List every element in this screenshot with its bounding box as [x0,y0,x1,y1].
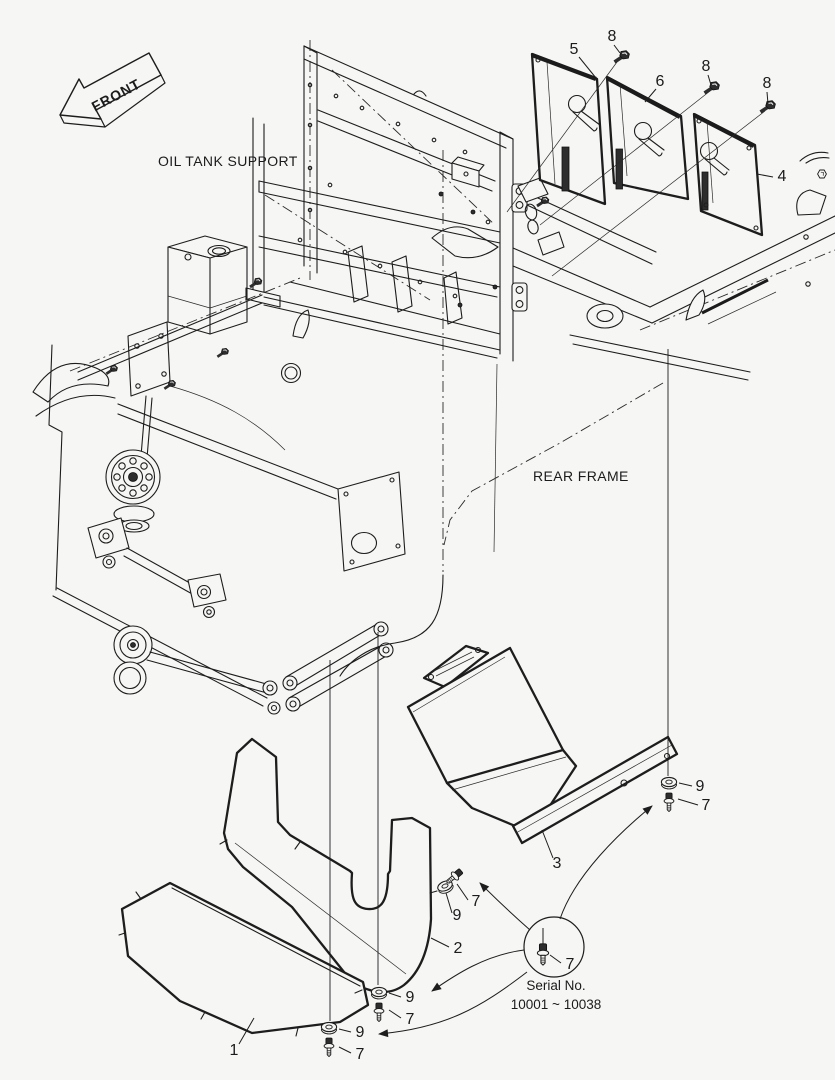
callout-1: 1 [229,1042,239,1059]
small-bolt-icon [250,278,262,287]
bolt-7-icon [664,793,674,812]
tick-arrow-icon [800,152,829,163]
bolt-8-icon [615,51,630,62]
serial-note-line1: Serial No. [526,978,586,993]
callout-9: 9 [695,778,705,795]
front-label: FRONT [88,75,144,115]
front-direction-arrow [60,53,165,127]
bolt-8-icon [705,82,720,93]
washer-9-icon [661,777,676,789]
washer-9-icon [371,987,386,999]
callout-6: 6 [655,73,665,90]
serial-note-line2: 10001 ~ 10038 [510,997,602,1012]
callout-7-detail: 7 [565,956,575,973]
callout-7: 7 [701,797,711,814]
callout-7: 7 [471,893,481,910]
serial-detail-circle [511,917,601,1012]
mount-plate-5 [532,54,605,204]
rivet-dots [298,94,497,307]
callout-8: 8 [762,75,772,92]
washer-9-icon [321,1022,336,1034]
cover-plate-3 [408,646,677,843]
callout-5: 5 [569,41,579,58]
oil-tank-support-label: OIL TANK SUPPORT [158,153,298,169]
callout-9: 9 [355,1024,365,1041]
bolt-7-icon [537,944,548,965]
callout-8: 8 [701,58,711,75]
callout-7: 7 [355,1046,365,1063]
mount-plate-4 [694,114,762,235]
hex-nut-icon [818,170,827,178]
steering-links [283,622,393,711]
callout-9: 9 [405,989,415,1006]
rear-frame-body [33,150,835,714]
oil-tank-support-frame [246,40,527,361]
rear-frame-label: REAR FRAME [533,468,629,484]
callout-8: 8 [607,28,617,45]
mount-plate-6 [607,77,688,199]
callout-9: 9 [452,907,462,924]
callout-3: 3 [552,855,562,872]
callout-7: 7 [405,1011,415,1028]
bolt-7-icon [374,1003,384,1022]
callout-2: 2 [453,940,463,957]
callout-4: 4 [777,168,787,185]
bolt-7-icon [324,1038,334,1057]
